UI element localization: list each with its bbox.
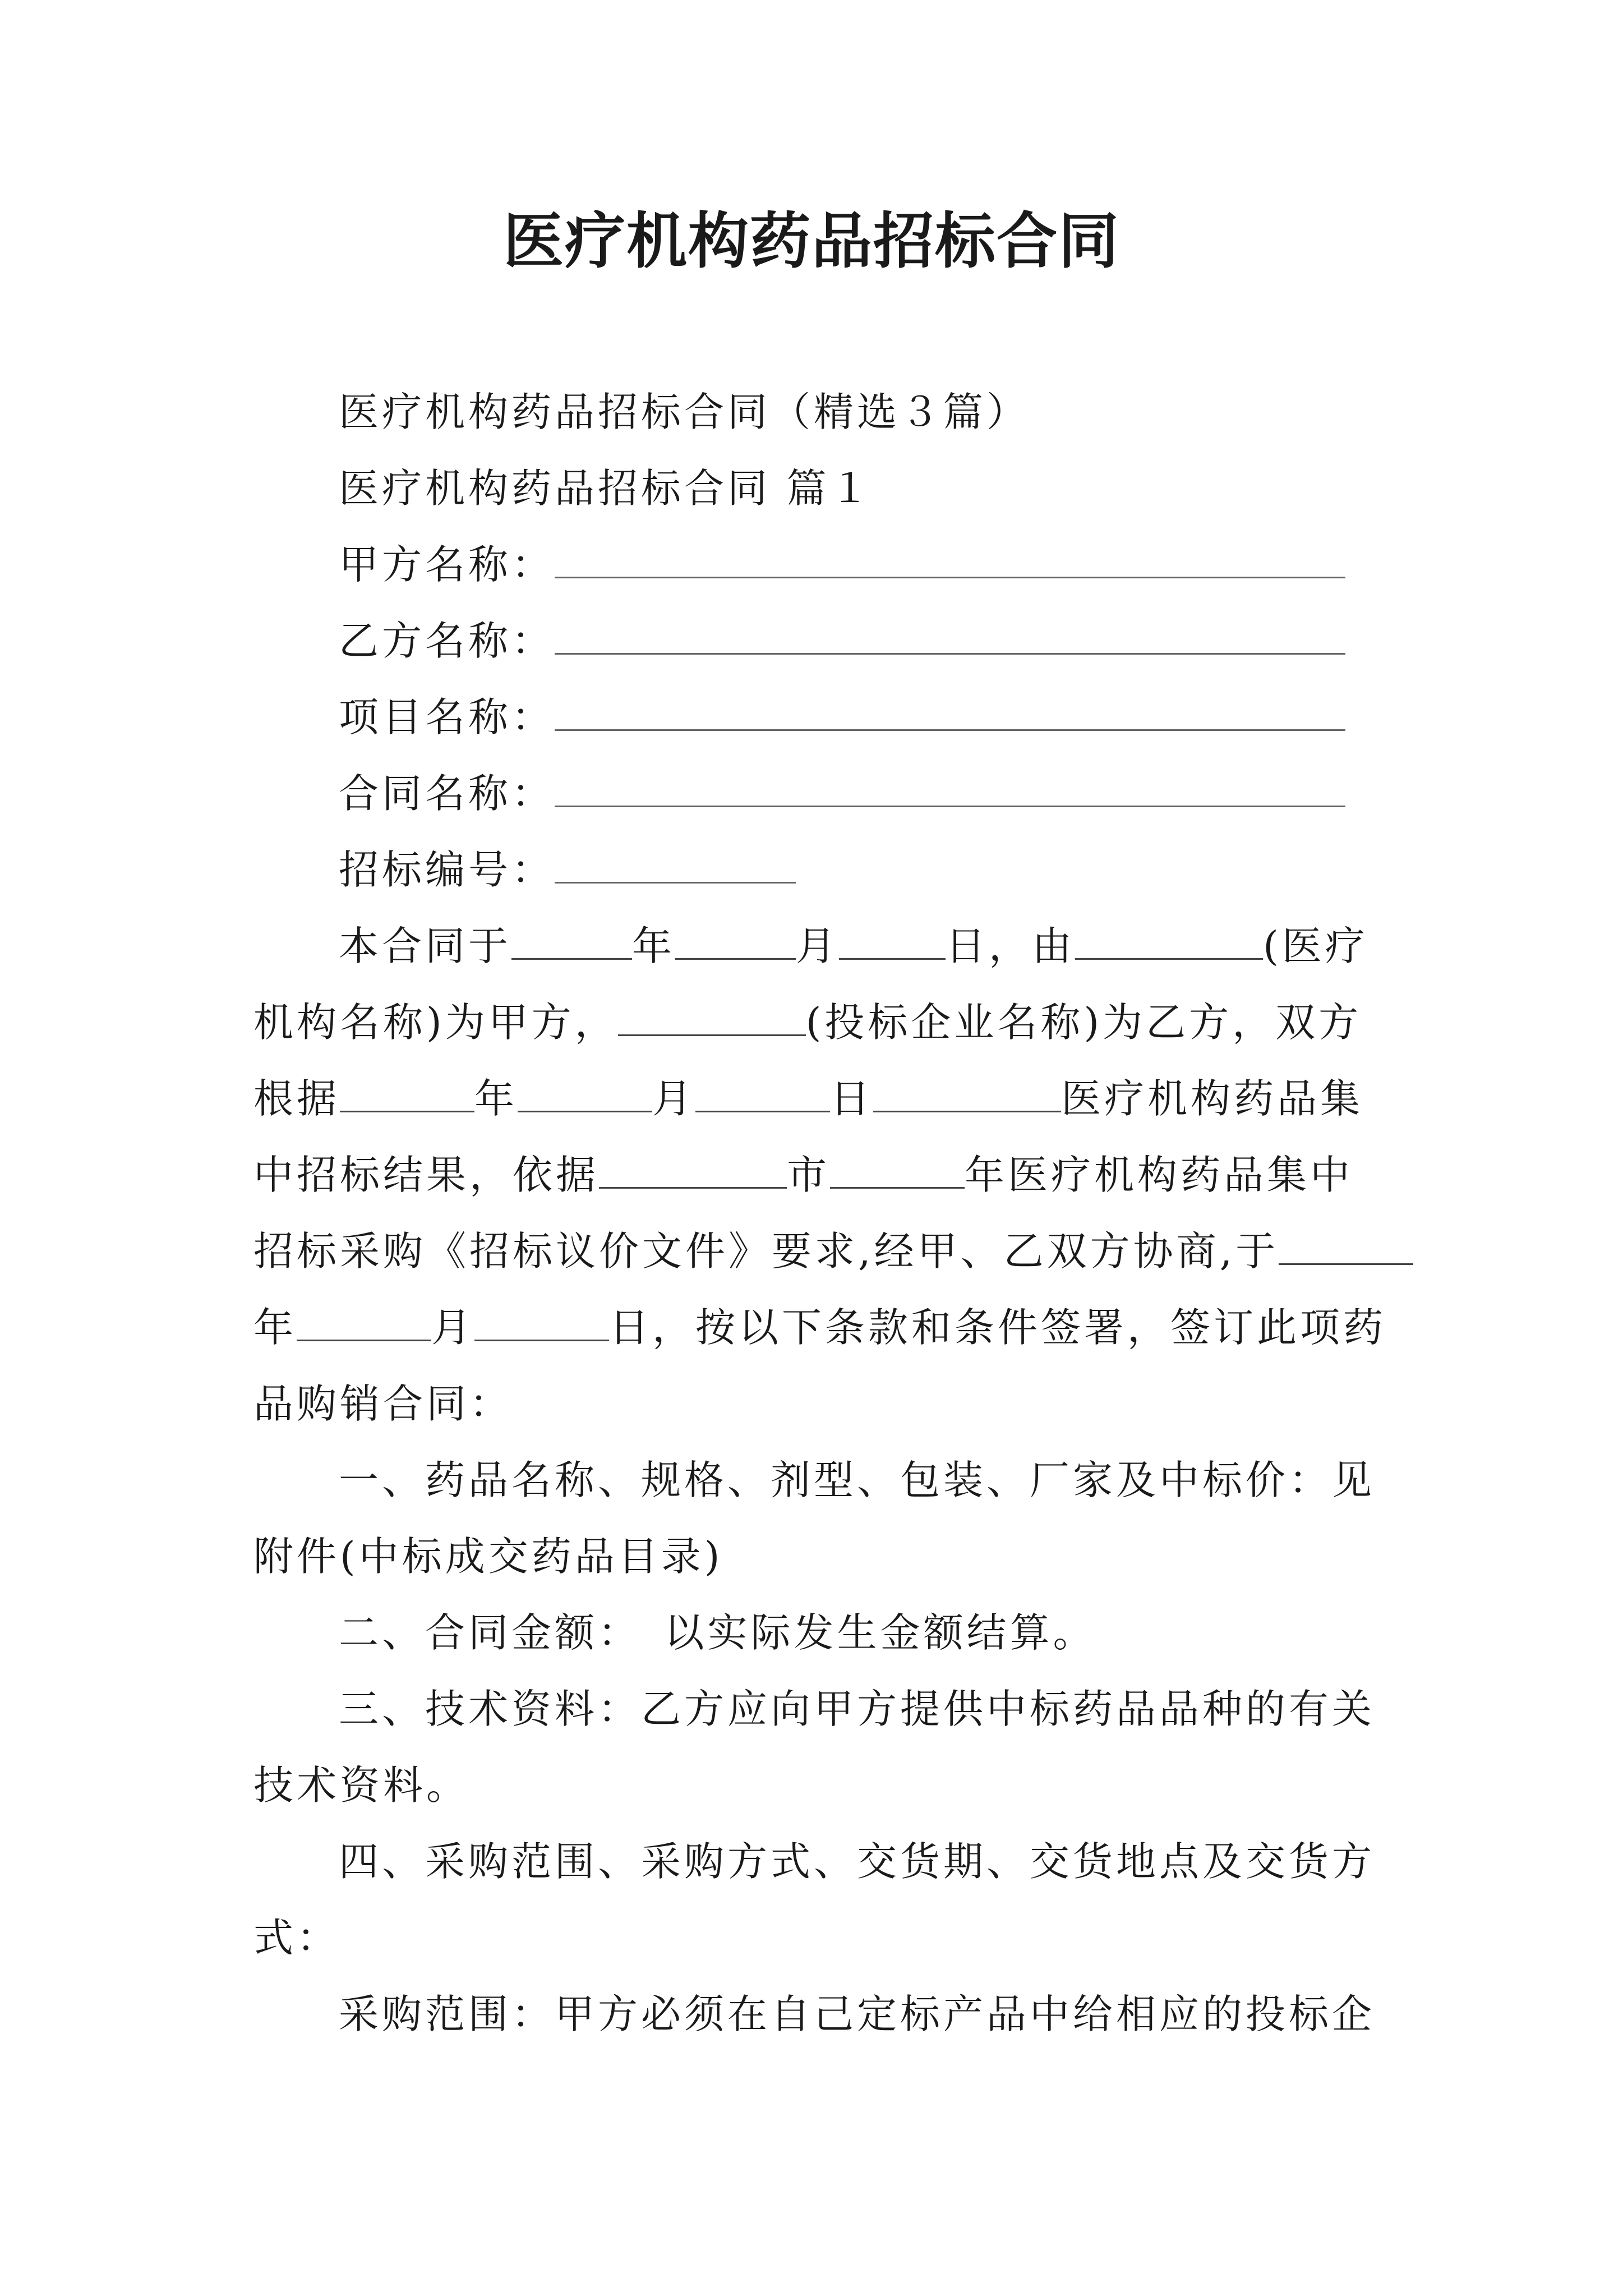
fill-in-blank xyxy=(474,1306,609,1341)
fill-in-blank xyxy=(618,1001,806,1036)
fill-in-blank xyxy=(695,1077,830,1112)
fill-in-blank xyxy=(830,1153,965,1189)
field-label: 合同名称： xyxy=(339,770,555,817)
field-contract-name xyxy=(253,756,1381,832)
clause-3-line-2: 技术资料。 xyxy=(253,1762,470,1809)
intro-line-6: 年 月 日，按以下条款和条件签署，签订此项药 xyxy=(253,1304,1387,1351)
clause-1-line-1: 一、药品名称、规格、剂型、包装、厂家及中标价：见 xyxy=(339,1457,1376,1503)
fill-in-blank xyxy=(297,1306,431,1341)
fill-in-blank xyxy=(555,620,1345,655)
intro-line-5: 招标采购《招标议价文件》要求,经甲、乙双方协商,于 xyxy=(253,1213,1381,1290)
fill-in-blank xyxy=(599,1153,787,1189)
fill-in-blank xyxy=(675,924,796,960)
document-subtitle: 医疗机构药品招标合同（精选３篇） xyxy=(339,389,1030,435)
fill-in-blank xyxy=(873,1077,1061,1112)
intro-line-4: 中招标结果，依据 市 年医疗机构药品集中 xyxy=(253,1152,1354,1198)
clause-1-line-2: 附件(中标成交药品目录) xyxy=(253,1533,723,1580)
field-label: 甲方名称： xyxy=(339,541,555,588)
field-label: 招标编号： xyxy=(339,846,555,893)
intro-line-1: 本合同于 年 月 日，由 (医疗 xyxy=(339,923,1368,969)
fill-in-blank xyxy=(555,697,1345,731)
fill-in-blank xyxy=(511,924,632,960)
fill-in-blank xyxy=(1279,1230,1413,1265)
clause-4-line-1: 四、采购范围、采购方式、交货期、交货地点及交货方 xyxy=(339,1838,1376,1885)
intro-line-2: 机构名称)为甲方， (投标企业名称)为乙方，双方 xyxy=(253,999,1362,1046)
fill-in-blank xyxy=(555,773,1345,807)
scope-line: 采购范围：甲方必须在自己定标产品中给相应的投标企 xyxy=(339,1991,1376,2037)
fill-in-blank xyxy=(555,544,1345,578)
fill-in-blank xyxy=(340,1077,474,1112)
intro-line-3: 根据 年 月 日 医疗机构药品集 xyxy=(253,1075,1364,1122)
field-label: 项目名称： xyxy=(339,694,555,740)
document-body xyxy=(253,374,1387,2053)
clause-3-line-1: 三、技术资料：乙方应向甲方提供中标药品品种的有关 xyxy=(339,1686,1376,1732)
fill-in-blank xyxy=(839,924,946,960)
field-party-a xyxy=(253,527,1381,603)
field-tender-number xyxy=(253,832,1381,908)
section-heading: 医疗机构药品招标合同 篇１ xyxy=(339,465,873,512)
fill-in-blank xyxy=(555,849,796,884)
clause-4-line-2: 式： xyxy=(253,1915,340,1961)
field-label: 乙方名称： xyxy=(339,618,555,664)
fill-in-blank xyxy=(518,1077,652,1112)
clause-2: 二、合同金额： 以实际发生金额结算。 xyxy=(339,1609,1096,1656)
intro-line-7: 品购销合同： xyxy=(253,1381,513,1427)
field-project-name xyxy=(253,679,1381,756)
document-title: 医疗机构药品招标合同 xyxy=(502,206,1120,277)
field-party-b xyxy=(253,603,1381,679)
fill-in-blank xyxy=(1075,924,1263,960)
